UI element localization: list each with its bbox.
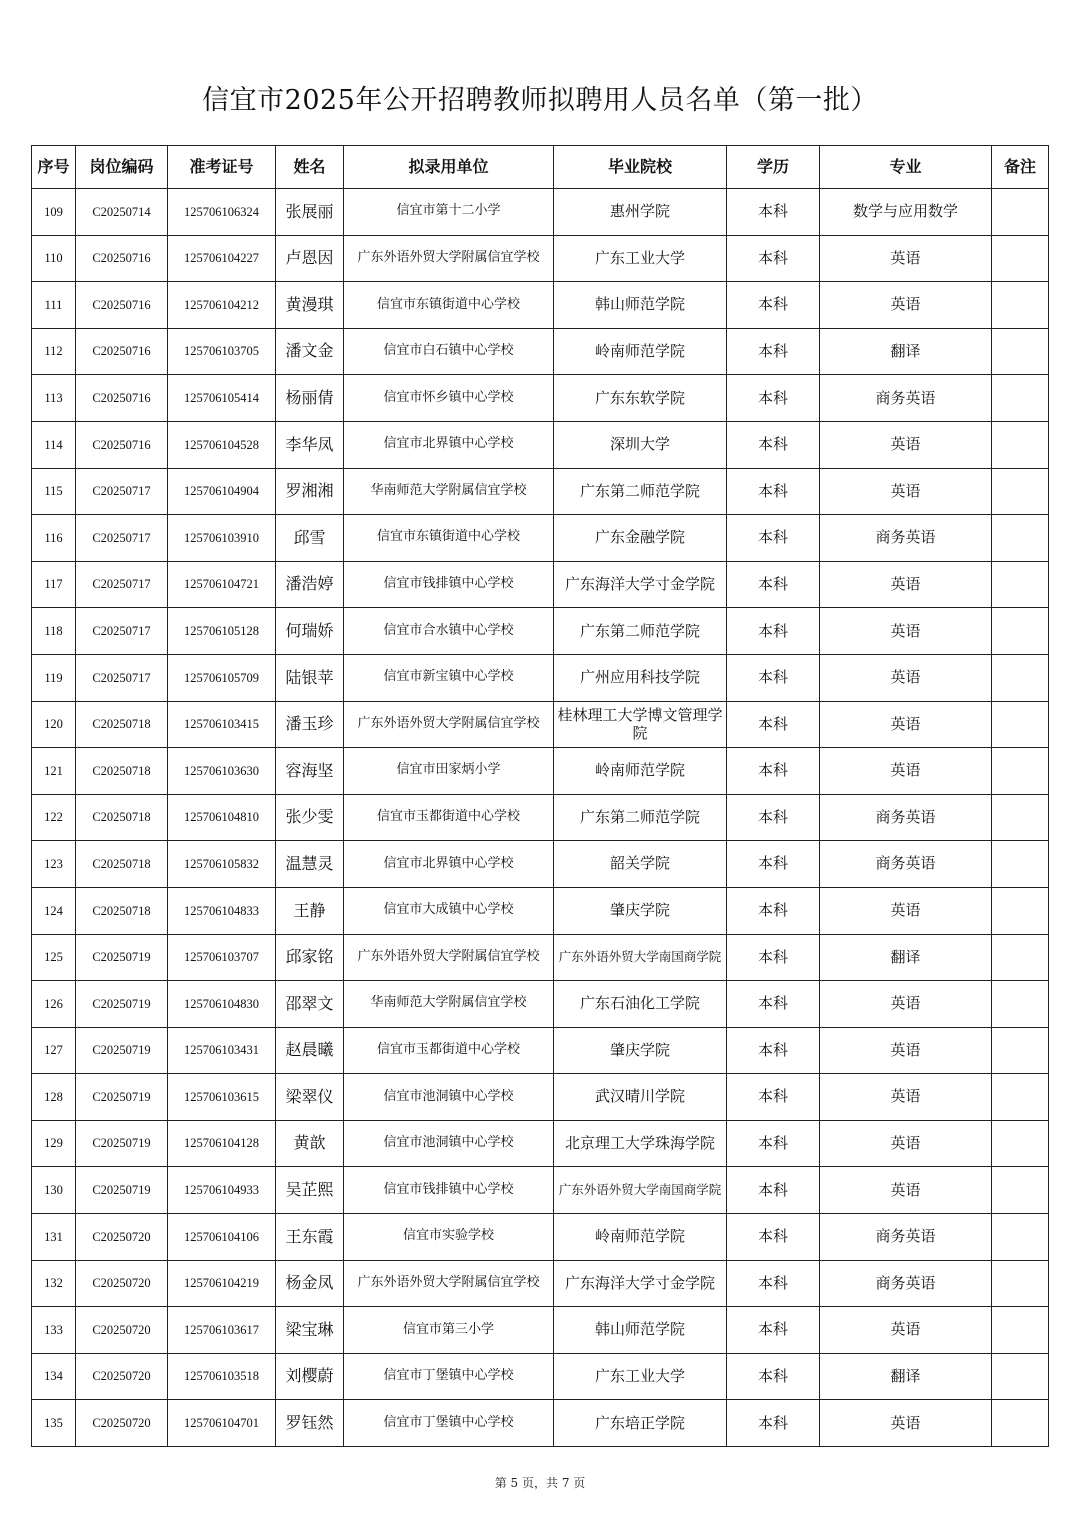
post-code: C20250717 bbox=[76, 468, 168, 515]
hiring-unit: 信宜市池洞镇中心学校 bbox=[344, 1074, 554, 1121]
table-row bbox=[32, 421, 1049, 468]
candidate-name: 王东霞 bbox=[276, 1214, 344, 1261]
education-level: 本科 bbox=[727, 421, 820, 468]
candidate-name: 陆银苹 bbox=[276, 654, 344, 701]
education-level: 本科 bbox=[727, 1353, 820, 1400]
table-row bbox=[32, 887, 1049, 934]
remarks bbox=[992, 282, 1049, 329]
education-level: 本科 bbox=[727, 468, 820, 515]
row-index: 130 bbox=[32, 1167, 76, 1214]
hiring-unit: 信宜市东镇街道中心学校 bbox=[344, 282, 554, 329]
table-row bbox=[32, 328, 1049, 375]
post-code: C20250718 bbox=[76, 748, 168, 795]
candidate-name: 潘浩婷 bbox=[276, 561, 344, 608]
graduate-school: 广东外语外贸大学南国商学院 bbox=[554, 1167, 727, 1214]
col-header-education: 学历 bbox=[727, 146, 820, 189]
hiring-unit: 信宜市合水镇中心学校 bbox=[344, 608, 554, 655]
education-level: 本科 bbox=[727, 375, 820, 422]
candidate-name: 邱家铭 bbox=[276, 934, 344, 981]
remarks bbox=[992, 421, 1049, 468]
candidate-table bbox=[31, 145, 1049, 1447]
table-row bbox=[32, 1260, 1049, 1307]
major: 英语 bbox=[820, 421, 992, 468]
candidate-name: 赵晨曦 bbox=[276, 1027, 344, 1074]
table-row bbox=[32, 561, 1049, 608]
major: 英语 bbox=[820, 887, 992, 934]
row-index: 124 bbox=[32, 887, 76, 934]
post-code: C20250716 bbox=[76, 282, 168, 329]
major: 商务英语 bbox=[820, 515, 992, 562]
col-header-ticket-number: 准考证号 bbox=[168, 146, 276, 189]
major: 翻译 bbox=[820, 328, 992, 375]
major: 英语 bbox=[820, 282, 992, 329]
ticket-number: 125706105832 bbox=[168, 841, 276, 888]
page-title: 信宜市2025年公开招聘教师拟聘用人员名单（第一批） bbox=[202, 85, 878, 116]
row-index: 132 bbox=[32, 1260, 76, 1307]
row-index: 135 bbox=[32, 1400, 76, 1447]
ticket-number: 125706103705 bbox=[168, 328, 276, 375]
education-level: 本科 bbox=[727, 654, 820, 701]
table-row bbox=[32, 515, 1049, 562]
hiring-unit: 信宜市北界镇中心学校 bbox=[344, 841, 554, 888]
table-row bbox=[32, 934, 1049, 981]
candidate-name: 潘文金 bbox=[276, 328, 344, 375]
graduate-school: 广东培正学院 bbox=[554, 1400, 727, 1447]
row-index: 125 bbox=[32, 934, 76, 981]
post-code: C20250720 bbox=[76, 1400, 168, 1447]
page-footer: 第 5 页，共 7 页 bbox=[494, 1476, 586, 1490]
ticket-number: 125706103518 bbox=[168, 1353, 276, 1400]
table-row bbox=[32, 282, 1049, 329]
ticket-number: 125706104833 bbox=[168, 887, 276, 934]
table-row bbox=[32, 235, 1049, 282]
hiring-unit: 信宜市钱排镇中心学校 bbox=[344, 561, 554, 608]
education-level: 本科 bbox=[727, 515, 820, 562]
col-header-hiring-unit: 拟录用单位 bbox=[344, 146, 554, 189]
candidate-name: 李华凤 bbox=[276, 421, 344, 468]
education-level: 本科 bbox=[727, 1074, 820, 1121]
table-row bbox=[32, 468, 1049, 515]
table-row bbox=[32, 1214, 1049, 1261]
remarks bbox=[992, 701, 1049, 748]
ticket-number: 125706103630 bbox=[168, 748, 276, 795]
row-index: 127 bbox=[32, 1027, 76, 1074]
candidate-name: 潘玉珍 bbox=[276, 701, 344, 748]
graduate-school: 广东海洋大学寸金学院 bbox=[554, 1260, 727, 1307]
ticket-number: 125706104810 bbox=[168, 794, 276, 841]
candidate-name: 张展丽 bbox=[276, 189, 344, 236]
education-level: 本科 bbox=[727, 1214, 820, 1261]
graduate-school: 广东外语外贸大学南国商学院 bbox=[554, 934, 727, 981]
major: 英语 bbox=[820, 1400, 992, 1447]
col-header-graduate-school: 毕业院校 bbox=[554, 146, 727, 189]
table-row bbox=[32, 841, 1049, 888]
graduate-school: 肇庆学院 bbox=[554, 887, 727, 934]
candidate-name: 刘樱蔚 bbox=[276, 1353, 344, 1400]
remarks bbox=[992, 515, 1049, 562]
table-row bbox=[32, 748, 1049, 795]
remarks bbox=[992, 189, 1049, 236]
remarks bbox=[992, 1027, 1049, 1074]
candidate-name: 何瑞娇 bbox=[276, 608, 344, 655]
remarks bbox=[992, 748, 1049, 795]
graduate-school: 韶关学院 bbox=[554, 841, 727, 888]
post-code: C20250718 bbox=[76, 841, 168, 888]
ticket-number: 125706104830 bbox=[168, 981, 276, 1028]
graduate-school: 广东石油化工学院 bbox=[554, 981, 727, 1028]
candidate-name: 邱雪 bbox=[276, 515, 344, 562]
major: 英语 bbox=[820, 608, 992, 655]
row-index: 134 bbox=[32, 1353, 76, 1400]
ticket-number: 125706103707 bbox=[168, 934, 276, 981]
table-row bbox=[32, 701, 1049, 748]
graduate-school: 岭南师范学院 bbox=[554, 748, 727, 795]
ticket-number: 125706103617 bbox=[168, 1307, 276, 1354]
education-level: 本科 bbox=[727, 189, 820, 236]
candidate-name: 温慧灵 bbox=[276, 841, 344, 888]
ticket-number: 125706106324 bbox=[168, 189, 276, 236]
major: 英语 bbox=[820, 1074, 992, 1121]
row-index: 112 bbox=[32, 328, 76, 375]
graduate-school: 广东金融学院 bbox=[554, 515, 727, 562]
education-level: 本科 bbox=[727, 1260, 820, 1307]
remarks bbox=[992, 1400, 1049, 1447]
row-index: 118 bbox=[32, 608, 76, 655]
candidate-name: 杨丽倩 bbox=[276, 375, 344, 422]
row-index: 128 bbox=[32, 1074, 76, 1121]
remarks bbox=[992, 841, 1049, 888]
ticket-number: 125706104528 bbox=[168, 421, 276, 468]
graduate-school: 广州应用科技学院 bbox=[554, 654, 727, 701]
remarks bbox=[992, 887, 1049, 934]
candidate-name: 杨金凤 bbox=[276, 1260, 344, 1307]
ticket-number: 125706104106 bbox=[168, 1214, 276, 1261]
graduate-school: 广东工业大学 bbox=[554, 1353, 727, 1400]
post-code: C20250716 bbox=[76, 328, 168, 375]
remarks bbox=[992, 1307, 1049, 1354]
education-level: 本科 bbox=[727, 608, 820, 655]
ticket-number: 125706105414 bbox=[168, 375, 276, 422]
row-index: 116 bbox=[32, 515, 76, 562]
education-level: 本科 bbox=[727, 1027, 820, 1074]
hiring-unit: 信宜市东镇街道中心学校 bbox=[344, 515, 554, 562]
ticket-number: 125706105128 bbox=[168, 608, 276, 655]
post-code: C20250720 bbox=[76, 1214, 168, 1261]
graduate-school: 广东海洋大学寸金学院 bbox=[554, 561, 727, 608]
table-row bbox=[32, 189, 1049, 236]
graduate-school: 广东第二师范学院 bbox=[554, 468, 727, 515]
ticket-number: 125706104128 bbox=[168, 1120, 276, 1167]
education-level: 本科 bbox=[727, 887, 820, 934]
graduate-school: 武汉晴川学院 bbox=[554, 1074, 727, 1121]
graduate-school: 岭南师范学院 bbox=[554, 328, 727, 375]
ticket-number: 125706104904 bbox=[168, 468, 276, 515]
graduate-school: 广东工业大学 bbox=[554, 235, 727, 282]
hiring-unit: 广东外语外贸大学附属信宜学校 bbox=[344, 235, 554, 282]
post-code: C20250720 bbox=[76, 1307, 168, 1354]
table-row bbox=[32, 794, 1049, 841]
major: 英语 bbox=[820, 654, 992, 701]
post-code: C20250719 bbox=[76, 1027, 168, 1074]
col-header-name: 姓名 bbox=[276, 146, 344, 189]
table-row bbox=[32, 1027, 1049, 1074]
education-level: 本科 bbox=[727, 235, 820, 282]
remarks bbox=[992, 934, 1049, 981]
candidate-name: 梁宝琳 bbox=[276, 1307, 344, 1354]
major: 英语 bbox=[820, 561, 992, 608]
graduate-school: 广东第二师范学院 bbox=[554, 794, 727, 841]
ticket-number: 125706104219 bbox=[168, 1260, 276, 1307]
candidate-name: 张少雯 bbox=[276, 794, 344, 841]
education-level: 本科 bbox=[727, 701, 820, 748]
hiring-unit: 华南师范大学附属信宜学校 bbox=[344, 468, 554, 515]
major: 英语 bbox=[820, 1167, 992, 1214]
table-row bbox=[32, 654, 1049, 701]
post-code: C20250716 bbox=[76, 421, 168, 468]
row-index: 117 bbox=[32, 561, 76, 608]
remarks bbox=[992, 794, 1049, 841]
post-code: C20250716 bbox=[76, 235, 168, 282]
major: 英语 bbox=[820, 468, 992, 515]
graduate-school: 深圳大学 bbox=[554, 421, 727, 468]
ticket-number: 125706104227 bbox=[168, 235, 276, 282]
hiring-unit: 信宜市丁堡镇中心学校 bbox=[344, 1353, 554, 1400]
post-code: C20250717 bbox=[76, 654, 168, 701]
major: 翻译 bbox=[820, 1353, 992, 1400]
hiring-unit: 广东外语外贸大学附属信宜学校 bbox=[344, 934, 554, 981]
education-level: 本科 bbox=[727, 1400, 820, 1447]
major: 英语 bbox=[820, 701, 992, 748]
candidate-name: 王静 bbox=[276, 887, 344, 934]
candidate-name: 罗湘湘 bbox=[276, 468, 344, 515]
post-code: C20250720 bbox=[76, 1353, 168, 1400]
hiring-unit: 信宜市玉都街道中心学校 bbox=[344, 794, 554, 841]
major: 商务英语 bbox=[820, 841, 992, 888]
remarks bbox=[992, 981, 1049, 1028]
education-level: 本科 bbox=[727, 934, 820, 981]
education-level: 本科 bbox=[727, 561, 820, 608]
remarks bbox=[992, 1120, 1049, 1167]
hiring-unit: 信宜市池洞镇中心学校 bbox=[344, 1120, 554, 1167]
candidate-name: 吴芷熙 bbox=[276, 1167, 344, 1214]
graduate-school: 惠州学院 bbox=[554, 189, 727, 236]
remarks bbox=[992, 654, 1049, 701]
ticket-number: 125706103431 bbox=[168, 1027, 276, 1074]
major: 英语 bbox=[820, 981, 992, 1028]
table-row bbox=[32, 375, 1049, 422]
ticket-number: 125706104721 bbox=[168, 561, 276, 608]
table-row bbox=[32, 1074, 1049, 1121]
post-code: C20250717 bbox=[76, 515, 168, 562]
remarks bbox=[992, 561, 1049, 608]
remarks bbox=[992, 375, 1049, 422]
remarks bbox=[992, 1167, 1049, 1214]
candidate-name: 卢恩因 bbox=[276, 235, 344, 282]
row-index: 113 bbox=[32, 375, 76, 422]
education-level: 本科 bbox=[727, 794, 820, 841]
row-index: 115 bbox=[32, 468, 76, 515]
row-index: 119 bbox=[32, 654, 76, 701]
hiring-unit: 信宜市丁堡镇中心学校 bbox=[344, 1400, 554, 1447]
ticket-number: 125706103415 bbox=[168, 701, 276, 748]
major: 数学与应用数学 bbox=[820, 189, 992, 236]
table-row bbox=[32, 1353, 1049, 1400]
candidate-name: 罗钰然 bbox=[276, 1400, 344, 1447]
hiring-unit: 信宜市怀乡镇中心学校 bbox=[344, 375, 554, 422]
graduate-school: 广东第二师范学院 bbox=[554, 608, 727, 655]
row-index: 114 bbox=[32, 421, 76, 468]
candidate-name: 容海坚 bbox=[276, 748, 344, 795]
hiring-unit: 信宜市第十二小学 bbox=[344, 189, 554, 236]
candidate-name: 梁翠仪 bbox=[276, 1074, 344, 1121]
graduate-school: 广东东软学院 bbox=[554, 375, 727, 422]
education-level: 本科 bbox=[727, 841, 820, 888]
education-level: 本科 bbox=[727, 282, 820, 329]
education-level: 本科 bbox=[727, 1167, 820, 1214]
post-code: C20250717 bbox=[76, 608, 168, 655]
education-level: 本科 bbox=[727, 748, 820, 795]
ticket-number: 125706103615 bbox=[168, 1074, 276, 1121]
major: 商务英语 bbox=[820, 375, 992, 422]
post-code: C20250718 bbox=[76, 794, 168, 841]
major: 英语 bbox=[820, 1120, 992, 1167]
major: 商务英语 bbox=[820, 1214, 992, 1261]
candidate-name: 黄歆 bbox=[276, 1120, 344, 1167]
row-index: 126 bbox=[32, 981, 76, 1028]
remarks bbox=[992, 1353, 1049, 1400]
post-code: C20250720 bbox=[76, 1260, 168, 1307]
remarks bbox=[992, 1074, 1049, 1121]
row-index: 110 bbox=[32, 235, 76, 282]
row-index: 123 bbox=[32, 841, 76, 888]
hiring-unit: 华南师范大学附属信宜学校 bbox=[344, 981, 554, 1028]
education-level: 本科 bbox=[727, 981, 820, 1028]
table-row bbox=[32, 1120, 1049, 1167]
hiring-unit: 信宜市北界镇中心学校 bbox=[344, 421, 554, 468]
col-header-major: 专业 bbox=[820, 146, 992, 189]
post-code: C20250719 bbox=[76, 1167, 168, 1214]
hiring-unit: 信宜市大成镇中心学校 bbox=[344, 887, 554, 934]
remarks bbox=[992, 235, 1049, 282]
post-code: C20250719 bbox=[76, 981, 168, 1028]
post-code: C20250718 bbox=[76, 887, 168, 934]
hiring-unit: 信宜市新宝镇中心学校 bbox=[344, 654, 554, 701]
hiring-unit: 信宜市玉都街道中心学校 bbox=[344, 1027, 554, 1074]
row-index: 122 bbox=[32, 794, 76, 841]
remarks bbox=[992, 1260, 1049, 1307]
row-index: 120 bbox=[32, 701, 76, 748]
hiring-unit: 信宜市第三小学 bbox=[344, 1307, 554, 1354]
hiring-unit: 信宜市实验学校 bbox=[344, 1214, 554, 1261]
remarks bbox=[992, 608, 1049, 655]
row-index: 111 bbox=[32, 282, 76, 329]
graduate-school: 岭南师范学院 bbox=[554, 1214, 727, 1261]
candidate-name: 黄漫琪 bbox=[276, 282, 344, 329]
table-row bbox=[32, 981, 1049, 1028]
major: 英语 bbox=[820, 1027, 992, 1074]
post-code: C20250719 bbox=[76, 934, 168, 981]
hiring-unit: 广东外语外贸大学附属信宜学校 bbox=[344, 701, 554, 748]
post-code: C20250716 bbox=[76, 375, 168, 422]
row-index: 131 bbox=[32, 1214, 76, 1261]
education-level: 本科 bbox=[727, 1307, 820, 1354]
major: 英语 bbox=[820, 235, 992, 282]
table-row bbox=[32, 1167, 1049, 1214]
row-index: 133 bbox=[32, 1307, 76, 1354]
remarks bbox=[992, 468, 1049, 515]
ticket-number: 125706104701 bbox=[168, 1400, 276, 1447]
education-level: 本科 bbox=[727, 1120, 820, 1167]
hiring-unit: 广东外语外贸大学附属信宜学校 bbox=[344, 1260, 554, 1307]
hiring-unit: 信宜市白石镇中心学校 bbox=[344, 328, 554, 375]
graduate-school: 北京理工大学珠海学院 bbox=[554, 1120, 727, 1167]
major: 英语 bbox=[820, 1307, 992, 1354]
post-code: C20250717 bbox=[76, 561, 168, 608]
post-code: C20250719 bbox=[76, 1120, 168, 1167]
remarks bbox=[992, 328, 1049, 375]
ticket-number: 125706104212 bbox=[168, 282, 276, 329]
post-code: C20250719 bbox=[76, 1074, 168, 1121]
col-header-remarks: 备注 bbox=[992, 146, 1049, 189]
ticket-number: 125706104933 bbox=[168, 1167, 276, 1214]
candidate-name: 邵翠文 bbox=[276, 981, 344, 1028]
post-code: C20250714 bbox=[76, 189, 168, 236]
row-index: 121 bbox=[32, 748, 76, 795]
hiring-unit: 信宜市田家炳小学 bbox=[344, 748, 554, 795]
ticket-number: 125706105709 bbox=[168, 654, 276, 701]
post-code: C20250718 bbox=[76, 701, 168, 748]
col-header-index: 序号 bbox=[32, 146, 76, 189]
table-header-row bbox=[32, 146, 1049, 189]
graduate-school: 肇庆学院 bbox=[554, 1027, 727, 1074]
graduate-school: 韩山师范学院 bbox=[554, 282, 727, 329]
row-index: 109 bbox=[32, 189, 76, 236]
remarks bbox=[992, 1214, 1049, 1261]
major: 商务英语 bbox=[820, 794, 992, 841]
table-body bbox=[32, 189, 1049, 1447]
col-header-post-code: 岗位编码 bbox=[76, 146, 168, 189]
table-row bbox=[32, 608, 1049, 655]
row-index: 129 bbox=[32, 1120, 76, 1167]
graduate-school: 韩山师范学院 bbox=[554, 1307, 727, 1354]
table-row bbox=[32, 1400, 1049, 1447]
major: 翻译 bbox=[820, 934, 992, 981]
table-row bbox=[32, 1307, 1049, 1354]
major: 商务英语 bbox=[820, 1260, 992, 1307]
education-level: 本科 bbox=[727, 328, 820, 375]
major: 英语 bbox=[820, 748, 992, 795]
ticket-number: 125706103910 bbox=[168, 515, 276, 562]
hiring-unit: 信宜市钱排镇中心学校 bbox=[344, 1167, 554, 1214]
graduate-school: 桂林理工大学博文管理学院 bbox=[554, 701, 727, 748]
